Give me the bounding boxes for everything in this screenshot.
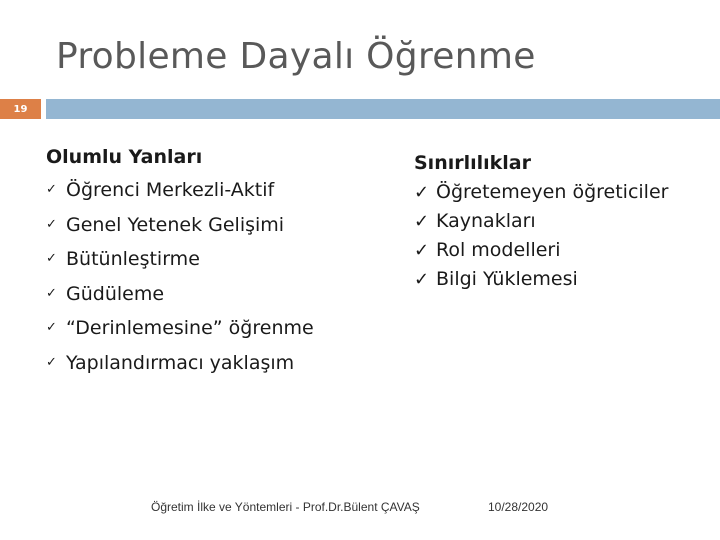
list-item-label: Kaynakları (436, 210, 536, 232)
list-item-label: Bütünleştirme (66, 248, 200, 270)
list-item-label: “Derinlemesine” öğrenme (66, 317, 314, 339)
list-item-label: Rol modelleri (436, 239, 561, 261)
list-item (46, 208, 376, 243)
checkmark-icon: ✓ (46, 320, 57, 335)
advantages-column (46, 142, 376, 380)
list-item (414, 265, 714, 294)
list-item (46, 242, 376, 277)
checkmark-icon: ✓ (414, 211, 430, 232)
list-item-label: Öğrenci Merkezli-Aktif (66, 179, 275, 201)
list-item (414, 178, 714, 207)
list-item-label: Güdüleme (66, 282, 165, 305)
checkmark-icon: ✓ (46, 251, 57, 266)
list-item (46, 277, 376, 312)
checkmark-icon: ✓ (414, 240, 430, 261)
list-item (46, 346, 376, 381)
checkmark-icon: ✓ (414, 269, 430, 290)
list-item (414, 236, 714, 265)
checkmark-icon: ✓ (46, 216, 57, 232)
advantages-heading: Olumlu Yanları (46, 146, 203, 168)
header-rule-bar (46, 99, 720, 119)
limitations-heading: Sınırlılıklar (414, 152, 531, 174)
list-item (46, 311, 376, 346)
list-item (414, 207, 714, 236)
list-item-label: Yapılandırmacı yaklaşım (66, 351, 295, 374)
slide-number-badge (0, 99, 41, 119)
footer-date: 10/28/2020 (488, 500, 549, 514)
limitations-column (414, 148, 714, 294)
limitations-list (414, 178, 714, 294)
list-item-label: Genel Yetenek Gelişimi (66, 213, 285, 236)
checkmark-icon: ✓ (46, 182, 57, 197)
list-item (46, 173, 376, 208)
checkmark-icon: ✓ (46, 354, 57, 370)
slide-title: Probleme Dayalı Öğrenme (56, 36, 536, 77)
list-item-label: Bilgi Yüklemesi (436, 268, 578, 290)
footer-course-label: Öğretim İlke ve Yöntemleri - Prof.Dr.Bülent ÇAVAŞ (151, 500, 420, 514)
advantages-list (46, 173, 376, 380)
checkmark-icon: ✓ (46, 285, 57, 301)
list-item-label: Öğretemeyen öğreticiler (436, 181, 669, 203)
checkmark-icon: ✓ (414, 182, 430, 203)
slide-number: 19 (13, 103, 28, 115)
